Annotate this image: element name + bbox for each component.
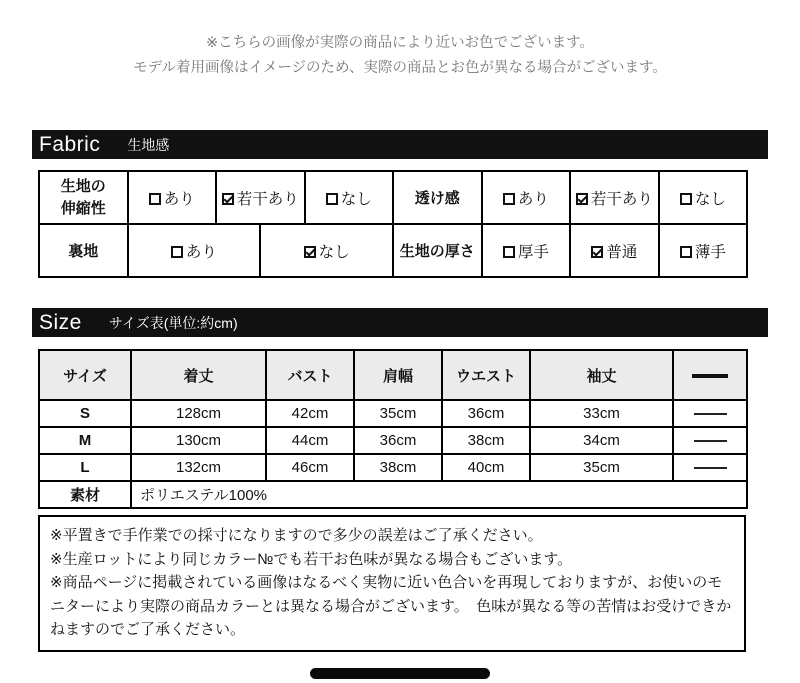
fabric-option-lining-yes [128,224,261,277]
checkbox-icon [222,193,234,205]
size-cell: 36cm [442,400,530,427]
size-cell [673,427,747,454]
size-cell: 38cm [442,427,530,454]
fabric-option-sheer-yes [482,171,571,224]
size-col-header-bust: バスト [266,350,354,400]
note-production-lot: ※生産ロットにより同じカラー№でも若干お色味が異なる場合もございます。 [50,550,573,568]
checkbox-icon [680,193,692,205]
size-col-header-sleeve: 袖丈 [530,350,673,400]
fabric-section-bar [32,130,768,159]
size-cell: 44cm [266,427,354,454]
fabric-table [38,170,748,278]
size-row-m [39,427,747,454]
size-cell: 46cm [266,454,354,481]
size-cell: 35cm [530,454,673,481]
top-notice [0,0,800,81]
material-value: ポリエステル100% [131,481,747,508]
option-label: 若干あり [590,190,653,208]
dash-icon [694,413,727,415]
fabric-label-sheerness: 透け感 [393,171,482,224]
size-cell: 35cm [354,400,442,427]
fabric-label-lining: 裏地 [39,224,128,277]
size-section-bar [32,308,768,337]
size-cell: 36cm [354,427,442,454]
fabric-option-stretch-no [305,171,394,224]
option-label: 薄手 [694,243,726,261]
option-label: 厚手 [517,243,549,261]
size-cell: 130cm [131,427,266,454]
size-cell [673,454,747,481]
fabric-label-thickness: 生地の厚さ [393,224,482,277]
dash-icon [692,374,728,378]
fabric-option-stretch-yes [128,171,217,224]
option-label: 普通 [606,243,638,261]
size-cell [673,400,747,427]
size-cell: M [39,427,131,454]
size-col-header-length: 着丈 [131,350,266,400]
size-cell: 33cm [530,400,673,427]
material-label: 素材 [39,481,131,508]
size-cell: 34cm [530,427,673,454]
size-header-row [39,350,747,400]
checkbox-icon [326,193,338,205]
notice-line-2: モデル着用画像はイメージのため、実際の商品とお色が異なる場合がございます。 [133,60,667,76]
notes-box [38,515,746,652]
fabric-section-title-ja: 生地感 [127,136,170,153]
fabric-option-sheer-no [659,171,748,224]
option-label: あり [163,190,195,208]
size-col-header-waist: ウエスト [442,350,530,400]
option-label: なし [694,190,726,208]
fabric-section-title-en: Fabric [39,132,101,156]
size-cell: 132cm [131,454,266,481]
fabric-option-sheer-slight [570,171,659,224]
checkbox-icon [503,246,515,258]
size-row-s [39,400,747,427]
size-col-header-blank [673,350,747,400]
fabric-row-lining [39,224,747,277]
fabric-option-thin [659,224,748,277]
checkbox-icon [304,246,316,258]
fabric-option-thick [482,224,571,277]
size-col-header-shoulder: 肩幅 [354,350,442,400]
size-cell: 128cm [131,400,266,427]
note-monitor-color: ※商品ページに掲載されている画像はなるべく実物に近い色合いを再現しておりますが、お使いのモニターにより実際の商品カラーとは異なる場合がございます。 色味が異なる等の苦情はお受けできかねますのでご了承ください。 [50,574,732,638]
fabric-option-stretch-slight [216,171,305,224]
option-label: あり [185,243,217,261]
fabric-row-stretch [39,171,747,224]
size-section-title-en: Size [39,310,82,334]
option-label: なし [340,190,372,208]
size-cell: 40cm [442,454,530,481]
note-measurement: ※平置きで手作業での採寸になりますので多少の誤差はご了承ください。 [50,527,543,544]
checkbox-icon [503,193,515,205]
size-section-title-ja: サイズ表(単位:約cm) [108,314,238,331]
checkbox-icon [591,246,603,258]
dash-icon [694,440,727,442]
fabric-option-lining-no [260,224,393,277]
dash-icon [694,467,727,469]
checkbox-icon [680,246,692,258]
size-cell: L [39,454,131,481]
option-label: なし [318,243,350,261]
notice-line-1: ※こちらの画像が実際の商品により近いお色でございます。 [206,35,594,51]
option-label: 若干あり [236,190,299,208]
fabric-option-normal [570,224,659,277]
checkbox-icon [171,246,183,258]
checkbox-icon [149,193,161,205]
size-cell: 42cm [266,400,354,427]
size-col-header-size: サイズ [39,350,131,400]
checkbox-icon [576,193,588,205]
fabric-label-stretch: 生地の伸縮性 [39,171,128,224]
size-table [38,349,748,509]
size-cell: S [39,400,131,427]
size-row-l [39,454,747,481]
option-label: あり [517,190,549,208]
bottom-divider-bar [310,668,490,679]
size-cell: 38cm [354,454,442,481]
material-row [39,481,747,508]
